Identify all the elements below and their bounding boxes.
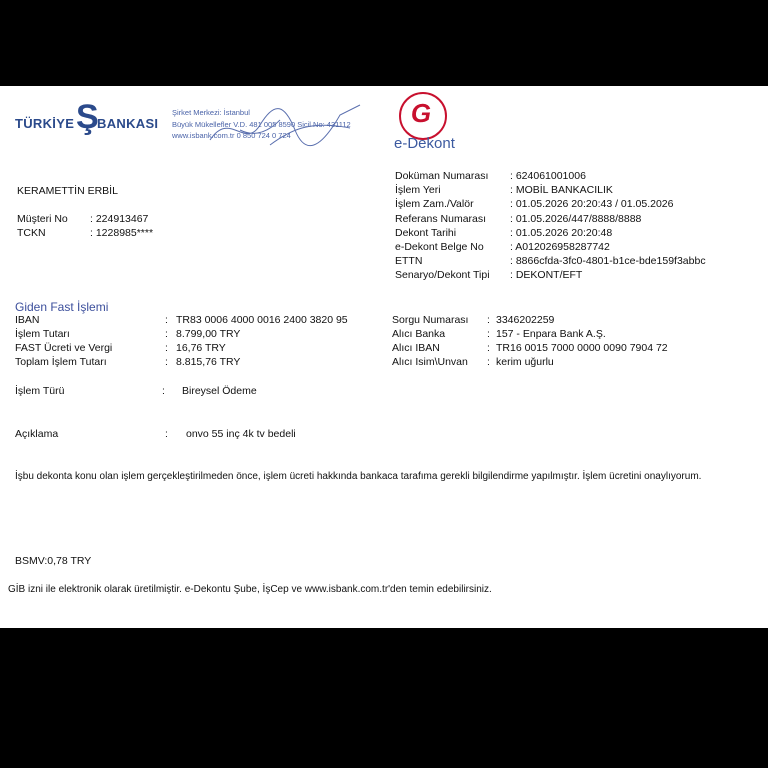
tx-value: 157 - Enpara Bank A.Ş. [496,328,606,340]
customer-name: KERAMETTİN ERBİL [17,185,118,197]
doc-info-label: İşlem Yeri [395,184,441,196]
bsmv-text: BSMV:0,78 TRY [15,555,92,567]
tx-colon: : [165,342,168,354]
islem-turu-value: Bireysel Ödeme [182,385,257,397]
tx-value: TR83 0006 4000 0016 2400 3820 95 [176,314,348,326]
doc-info-label: Senaryo/Dekont Tipi [395,269,490,281]
tx-label: Toplam İşlem Tutarı [15,356,107,368]
customer-no-label: Müşteri No [17,213,68,225]
doc-info-label: Dekont Tarihi [395,227,457,239]
doc-info-label: ETTN [395,255,423,267]
aciklama-value: onvo 55 inç 4k tv bedeli [186,428,296,440]
tx-colon: : [165,314,168,326]
doc-info-label: İşlem Zam./Valör [395,198,474,210]
tx-colon: : [487,328,490,340]
tx-value: 8.799,00 TRY [176,328,241,340]
gib-seal-icon: G [399,92,447,140]
edekont-title: e-Dekont [394,135,455,152]
tx-label: IBAN [15,314,40,326]
tx-value: 3346202259 [496,314,555,326]
tx-colon: : [487,356,490,368]
receipt-page [0,86,768,628]
doc-info-label: Referans Numarası [395,213,487,225]
doc-info-label: Doküman Numarası [395,170,489,182]
customer-no-value: : 224913467 [90,213,149,225]
tx-label: Alıcı Banka [392,328,446,340]
islem-turu-colon: : [162,385,165,397]
aciklama-label: Açıklama [15,428,59,440]
tx-value: 16,76 TRY [176,342,226,354]
tx-label: FAST Ücreti ve Vergi [15,342,113,354]
doc-info-label: e-Dekont Belge No [395,241,484,253]
transaction-title: Giden Fast İşlemi [15,300,109,314]
tx-colon: : [165,356,168,368]
doc-info-value: : MOBİL BANKACILIK [510,184,613,196]
hq-line1: Şirket Merkezi: İstanbul [172,108,250,117]
signature-graphic [200,100,365,154]
doc-info-value: : 8866cfda-3fc0-4801-b1ce-bde159f3abbc [510,255,706,267]
tx-colon: : [165,328,168,340]
bank-logo-s-mark: Ş [76,98,99,136]
doc-info-value: : 624061001006 [510,170,586,182]
bank-logo-right: BANKASI [97,116,159,131]
tx-label: Alıcı Isim\Unvan [392,356,468,368]
hq-line2: Büyük Mükellefler V.D. 481 005 8590 Sicil No: 431112 [172,120,351,129]
tckn-label: TCKN [17,227,46,239]
tx-label: Alıcı IBAN [392,342,440,354]
tx-colon: : [487,314,490,326]
islem-turu-label: İşlem Türü [15,385,65,397]
doc-info-value: : A012026958287742 [510,241,610,253]
tx-label: İşlem Tutarı [15,328,70,340]
tx-label: Sorgu Numarası [392,314,469,326]
tx-value: TR16 0015 7000 0000 0090 7904 72 [496,342,668,354]
doc-info-value: : 01.05.2026 20:20:48 [510,227,613,239]
disclaimer-text: İşbu dekonta konu olan işlem gerçekleştirilmeden önce, işlem ücreti hakkında bankaca tarafıma gerekli bilgilendirme yapılmıştır. İşlem ücretini onaylıyorum. [15,471,702,482]
doc-info-value: : 01.05.2026 20:20:43 / 01.05.2026 [510,198,674,210]
tx-colon: : [487,342,490,354]
bank-logo-left: TÜRKİYE [15,116,75,131]
tx-value: 8.815,76 TRY [176,356,241,368]
tx-value: kerim uğurlu [496,356,554,368]
doc-info-value: : 01.05.2026/447/8888/8888 [510,213,642,225]
hq-line3: www.isbank.com.tr 0 850 724 0 724 [172,131,291,140]
footer-text: GİB izni ile elektronik olarak üretilmiştir. e-Dekontu Şube, İşCep ve www.isbank.com.tr'den temin edebilirsiniz. [8,584,492,595]
tckn-value: : 1228985**** [90,227,154,239]
doc-info-value: : DEKONT/EFT [510,269,583,281]
aciklama-colon: : [165,428,168,440]
